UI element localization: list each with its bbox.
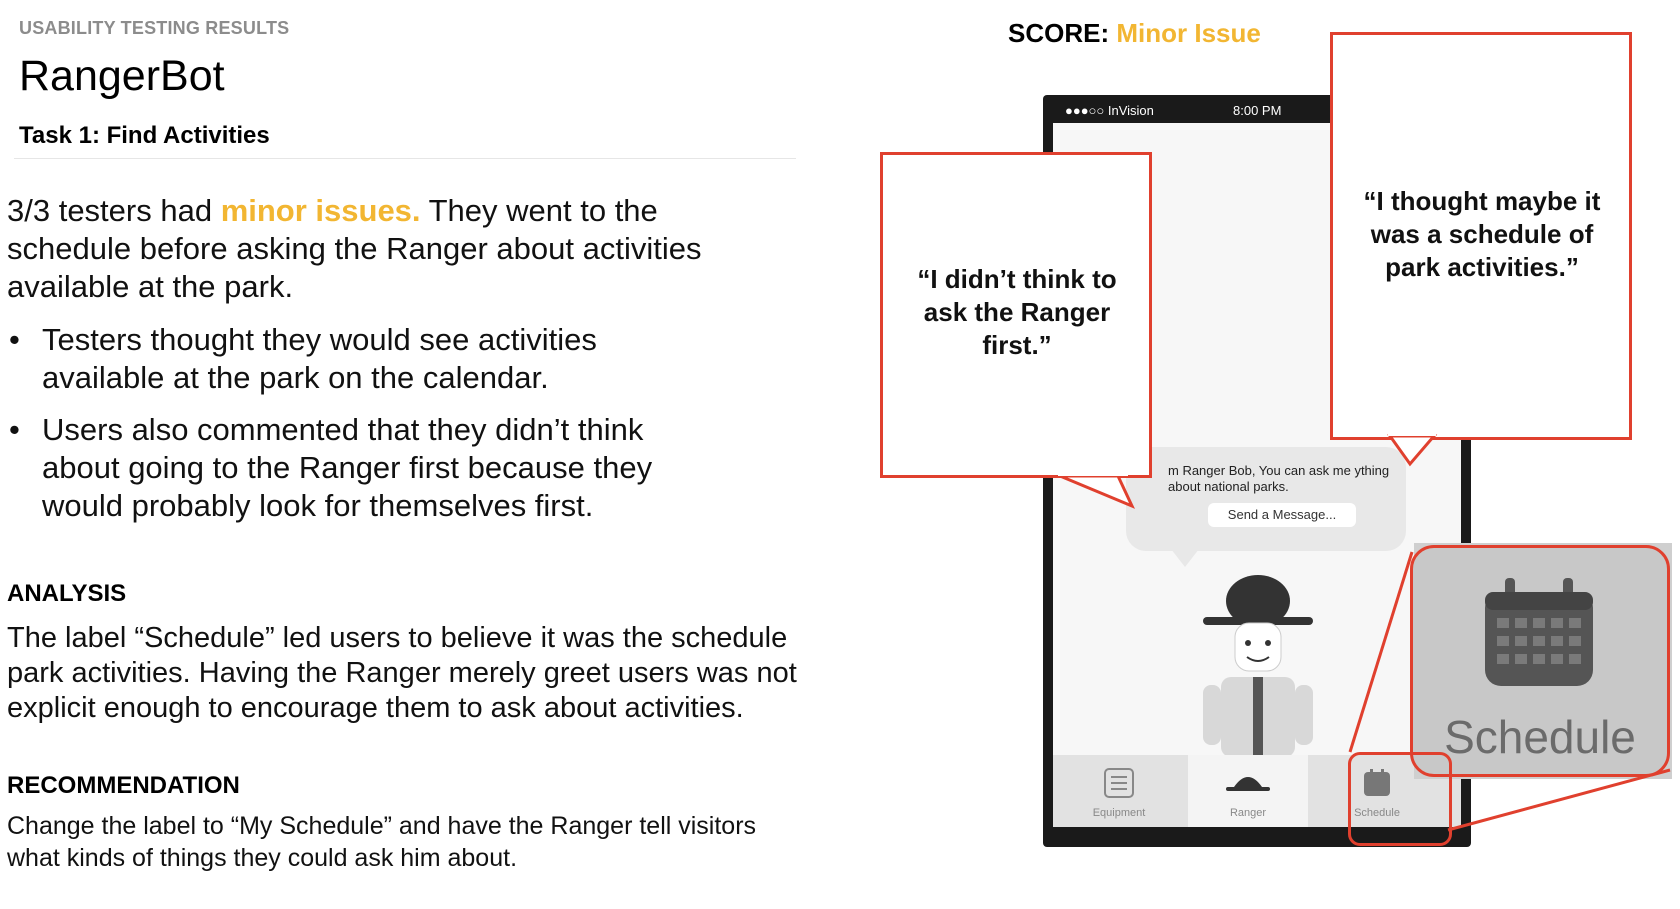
tab-label: Schedule: [1354, 807, 1400, 819]
score-label: SCORE: [1008, 18, 1101, 48]
chat-message: m Ranger Bob, You can ask me ything about national parks.: [1168, 463, 1390, 494]
send-message-button[interactable]: Send a Message...: [1208, 503, 1356, 527]
tab-label: Equipment: [1092, 807, 1146, 819]
callout-pointer: [1050, 440, 1150, 520]
recommendation-body: Change the label to “My Schedule” and have the Ranger tell visitors what kinds of things they could ask him about.: [7, 812, 757, 872]
zoom-connector-lines: [1340, 540, 1680, 860]
ranger-illustration: [1183, 565, 1333, 765]
summary-paragraph: [7, 192, 727, 306]
status-time: 8:00 PM: [1233, 103, 1282, 118]
bullet-icon: •: [9, 322, 20, 357]
score-separator: :: [1100, 18, 1117, 48]
recommendation-heading: RECOMMENDATION: [7, 772, 240, 799]
analysis-body: The label “Schedule” led users to believe it was the schedule park activities. Having the Ranger merely greet users was not explicit enough to encourage them to ask about activities.: [7, 622, 797, 724]
bullet-icon: •: [9, 412, 20, 447]
summary-highlight: minor issues.: [220, 193, 421, 228]
summary-rest: They went to the schedule before asking the Ranger about activities available at the park.: [7, 193, 702, 304]
list-item: [7, 321, 727, 397]
callout-quote: “I thought maybe it was a schedule of park activities.”: [1363, 186, 1601, 282]
callout-pointer: [1370, 420, 1470, 480]
list-item: [7, 411, 727, 525]
ranger-hat-icon: [1226, 769, 1270, 795]
score-value: Minor Issue: [1116, 18, 1261, 48]
findings-list: [7, 321, 727, 539]
quote-callout-ranger: [880, 152, 1152, 478]
chat-bubble: [1126, 447, 1406, 551]
list-item-text: Testers thought they would see activities available at the park on the calendar.: [42, 322, 597, 395]
analysis-heading: ANALYSIS: [7, 580, 127, 607]
carrier-text: ●●●○○ InVision: [1065, 103, 1154, 118]
divider: [14, 158, 796, 159]
tab-label: Ranger: [1229, 807, 1267, 819]
list-icon: [1103, 767, 1135, 799]
eyebrow: USABILITY TESTING RESULTS: [19, 18, 290, 38]
score-line: [1008, 18, 1261, 49]
magnified-label: Schedule: [1444, 711, 1636, 763]
page-title: RangerBot: [19, 52, 225, 100]
tab-ranger[interactable]: [1188, 755, 1308, 827]
summary-lead: 3/3 testers had: [7, 193, 221, 228]
tab-equipment[interactable]: [1059, 755, 1179, 827]
quote-callout-schedule: [1330, 32, 1632, 440]
task-title: Task 1: Find Activities: [19, 122, 270, 149]
callout-quote: “I didn’t think to ask the Ranger first.”: [917, 264, 1117, 360]
list-item-text: Users also commented that they didn’t think about going to the Ranger first because they would probably look for themselves first.: [42, 412, 653, 523]
